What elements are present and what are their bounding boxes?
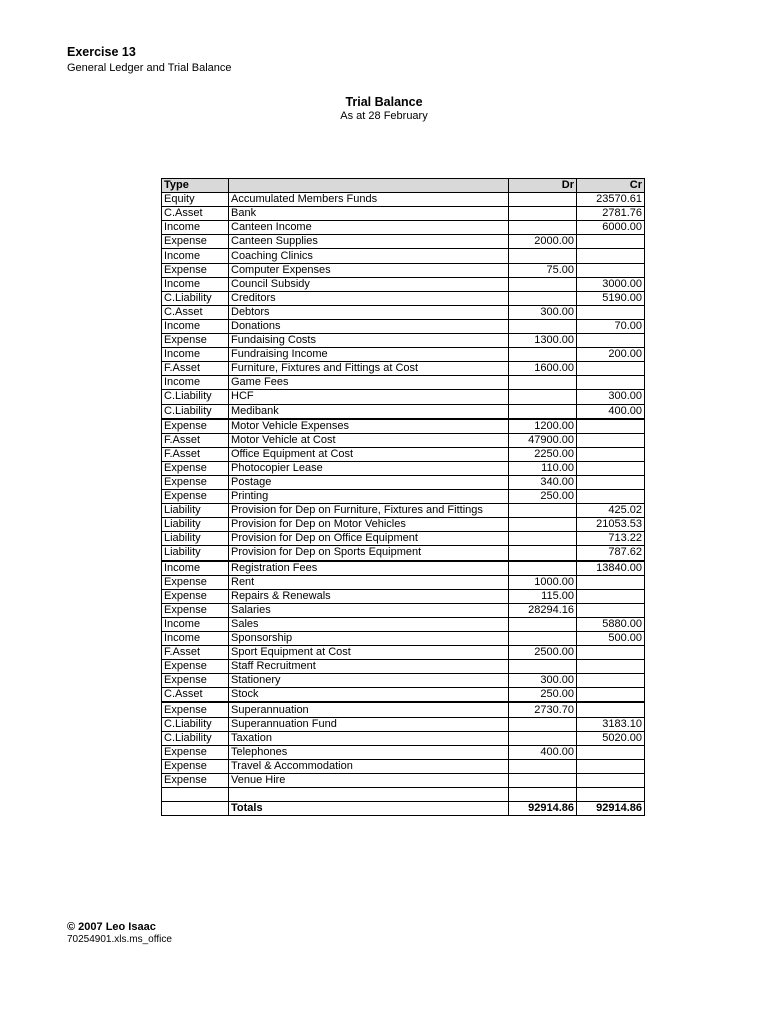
- cell-type: Liability: [162, 518, 229, 532]
- table-row: [162, 646, 645, 660]
- cell-account: Council Subsidy: [229, 277, 509, 291]
- cell-cr: [577, 235, 645, 249]
- table-row: [162, 291, 645, 305]
- cell-type: Liability: [162, 504, 229, 518]
- cell-cr: [577, 263, 645, 277]
- cell-type: C.Liability: [162, 390, 229, 404]
- cell-cr: [577, 646, 645, 660]
- cell-type: Expense: [162, 674, 229, 688]
- exercise-title: Exercise 13: [67, 45, 136, 59]
- cell-dr: [509, 207, 577, 221]
- cell-account: Stock: [229, 688, 509, 703]
- table-header-row: [162, 179, 645, 193]
- cell-type: Equity: [162, 193, 229, 207]
- cell-account: Furniture, Fixtures and Fittings at Cost: [229, 362, 509, 376]
- table-row: [162, 561, 645, 576]
- cell-account: Provision for Dep on Sports Equipment: [229, 546, 509, 561]
- cell-cr: [577, 376, 645, 390]
- table-row: [162, 632, 645, 646]
- cell-type: F.Asset: [162, 362, 229, 376]
- table-row: [162, 193, 645, 207]
- column-header-cr: Cr: [577, 179, 645, 193]
- cell-account: Salaries: [229, 603, 509, 617]
- cell-cr: [577, 674, 645, 688]
- cell-cr: [577, 447, 645, 461]
- cell-dr: [509, 348, 577, 362]
- table-row: [162, 674, 645, 688]
- table-row: [162, 518, 645, 532]
- cell-type: Expense: [162, 702, 229, 717]
- cell-type: Expense: [162, 603, 229, 617]
- cell-cr: 21053.53: [577, 518, 645, 532]
- cell-dr: 28294.16: [509, 603, 577, 617]
- cell-account: Canteen Income: [229, 221, 509, 235]
- cell-type: Income: [162, 221, 229, 235]
- cell-account: Repairs & Renewals: [229, 589, 509, 603]
- cell-type: Expense: [162, 419, 229, 434]
- table-row: [162, 221, 645, 235]
- cell-account: Venue Hire: [229, 773, 509, 787]
- cell-cr: 713.22: [577, 532, 645, 546]
- column-header-type: Type: [162, 179, 229, 193]
- cell-dr: [509, 221, 577, 235]
- cell-cr: 200.00: [577, 348, 645, 362]
- cell-cr: [577, 773, 645, 787]
- totals-cell-dr: 92914.86: [509, 802, 577, 816]
- cell-dr: 300.00: [509, 674, 577, 688]
- cell-dr: [509, 546, 577, 561]
- cell-cr: [577, 589, 645, 603]
- cell-cr: [577, 433, 645, 447]
- cell-type: Expense: [162, 589, 229, 603]
- table-row: [162, 603, 645, 617]
- table-row: [162, 532, 645, 546]
- table-row: [162, 433, 645, 447]
- cell-type: Expense: [162, 773, 229, 787]
- cell-cr: [577, 249, 645, 263]
- table-row: [162, 660, 645, 674]
- table-row: [162, 702, 645, 717]
- table-row: [162, 490, 645, 504]
- cell-cr: [577, 603, 645, 617]
- table-row: [162, 589, 645, 603]
- cell-cr: 13840.00: [577, 561, 645, 576]
- cell-dr: [509, 731, 577, 745]
- cell-cr: 500.00: [577, 632, 645, 646]
- totals-cell-type: [162, 802, 229, 816]
- cell-type: [162, 788, 229, 802]
- cell-cr: 300.00: [577, 390, 645, 404]
- cell-dr: 115.00: [509, 589, 577, 603]
- cell-dr: [509, 759, 577, 773]
- cell-account: Game Fees: [229, 376, 509, 390]
- cell-dr: [509, 277, 577, 291]
- cell-account: Registration Fees: [229, 561, 509, 576]
- table-row: [162, 575, 645, 589]
- cell-cr: [577, 702, 645, 717]
- table-row: [162, 773, 645, 787]
- table-row: [162, 404, 645, 419]
- cell-dr: [509, 390, 577, 404]
- exercise-subtitle: General Ledger and Trial Balance: [67, 62, 232, 74]
- table-row: [162, 334, 645, 348]
- cell-account: Sponsorship: [229, 632, 509, 646]
- cell-type: Expense: [162, 263, 229, 277]
- cell-cr: 425.02: [577, 504, 645, 518]
- table-row: [162, 759, 645, 773]
- cell-type: C.Asset: [162, 207, 229, 221]
- cell-dr: [509, 249, 577, 263]
- table-row: [162, 419, 645, 434]
- cell-cr: [577, 745, 645, 759]
- cell-account: Printing: [229, 490, 509, 504]
- cell-type: Expense: [162, 490, 229, 504]
- table-row: [162, 348, 645, 362]
- cell-dr: [509, 404, 577, 419]
- cell-dr: [509, 617, 577, 631]
- cell-cr: [577, 759, 645, 773]
- cell-cr: 6000.00: [577, 221, 645, 235]
- cell-dr: [509, 717, 577, 731]
- column-header-account: [229, 179, 509, 193]
- cell-dr: [509, 773, 577, 787]
- column-header-dr: Dr: [509, 179, 577, 193]
- cell-type: Liability: [162, 532, 229, 546]
- table-row: [162, 475, 645, 489]
- cell-dr: 1200.00: [509, 419, 577, 434]
- cell-cr: [577, 475, 645, 489]
- cell-dr: 75.00: [509, 263, 577, 277]
- table-row: [162, 731, 645, 745]
- cell-dr: [509, 291, 577, 305]
- cell-account: Provision for Dep on Office Equipment: [229, 532, 509, 546]
- cell-cr: 787.62: [577, 546, 645, 561]
- table-row: [162, 617, 645, 631]
- table-row: [162, 319, 645, 333]
- cell-dr: [509, 504, 577, 518]
- cell-dr: 300.00: [509, 305, 577, 319]
- cell-dr: 2730.70: [509, 702, 577, 717]
- cell-cr: [577, 334, 645, 348]
- cell-dr: 47900.00: [509, 433, 577, 447]
- table-row: [162, 249, 645, 263]
- cell-account: Travel & Accommodation: [229, 759, 509, 773]
- cell-account: Telephones: [229, 745, 509, 759]
- cell-type: F.Asset: [162, 433, 229, 447]
- cell-dr: [509, 376, 577, 390]
- cell-cr: [577, 362, 645, 376]
- cell-account: Superannuation Fund: [229, 717, 509, 731]
- cell-account: Donations: [229, 319, 509, 333]
- cell-dr: 400.00: [509, 745, 577, 759]
- report-date: As at 28 February: [340, 110, 428, 122]
- cell-type: Expense: [162, 461, 229, 475]
- table-row: [162, 504, 645, 518]
- table-row: [162, 688, 645, 703]
- cell-dr: [509, 532, 577, 546]
- cell-cr: 400.00: [577, 404, 645, 419]
- cell-type: Expense: [162, 575, 229, 589]
- cell-type: C.Liability: [162, 404, 229, 419]
- trial-balance-table: [161, 178, 645, 816]
- cell-account: Photocopier Lease: [229, 461, 509, 475]
- cell-dr: [509, 788, 577, 802]
- cell-type: C.Asset: [162, 688, 229, 703]
- table-row: [162, 207, 645, 221]
- cell-cr: 70.00: [577, 319, 645, 333]
- cell-account: Sales: [229, 617, 509, 631]
- cell-account: HCF: [229, 390, 509, 404]
- cell-type: Expense: [162, 334, 229, 348]
- cell-type: F.Asset: [162, 447, 229, 461]
- cell-dr: [509, 518, 577, 532]
- cell-account: Sport Equipment at Cost: [229, 646, 509, 660]
- table-body: [162, 193, 645, 816]
- cell-type: Expense: [162, 745, 229, 759]
- table-row: [162, 235, 645, 249]
- cell-type: Expense: [162, 475, 229, 489]
- cell-account: Staff Recruitment: [229, 660, 509, 674]
- cell-cr: 3183.10: [577, 717, 645, 731]
- table-row: [162, 461, 645, 475]
- cell-dr: [509, 561, 577, 576]
- cell-dr: 1600.00: [509, 362, 577, 376]
- table-row: [162, 376, 645, 390]
- cell-account: Office Equipment at Cost: [229, 447, 509, 461]
- cell-account: Stationery: [229, 674, 509, 688]
- cell-dr: 250.00: [509, 490, 577, 504]
- cell-account: Taxation: [229, 731, 509, 745]
- cell-type: Liability: [162, 546, 229, 561]
- cell-type: Income: [162, 348, 229, 362]
- cell-cr: [577, 788, 645, 802]
- cell-account: Creditors: [229, 291, 509, 305]
- cell-account: Accumulated Members Funds: [229, 193, 509, 207]
- cell-type: Income: [162, 277, 229, 291]
- cell-type: Income: [162, 617, 229, 631]
- cell-account: [229, 788, 509, 802]
- cell-dr: [509, 632, 577, 646]
- table-row: [162, 788, 645, 802]
- table-row: [162, 390, 645, 404]
- table-row: [162, 717, 645, 731]
- cell-account: Bank: [229, 207, 509, 221]
- table-row: [162, 447, 645, 461]
- table-row: [162, 277, 645, 291]
- cell-cr: 5190.00: [577, 291, 645, 305]
- totals-cell-account: Totals: [229, 802, 509, 816]
- table-row: [162, 745, 645, 759]
- cell-dr: 340.00: [509, 475, 577, 489]
- cell-dr: 250.00: [509, 688, 577, 703]
- cell-type: Income: [162, 561, 229, 576]
- cell-type: F.Asset: [162, 646, 229, 660]
- cell-dr: 2250.00: [509, 447, 577, 461]
- cell-cr: 3000.00: [577, 277, 645, 291]
- cell-account: Provision for Dep on Motor Vehicles: [229, 518, 509, 532]
- cell-account: Debtors: [229, 305, 509, 319]
- cell-account: Fundraising Income: [229, 348, 509, 362]
- table-row: [162, 263, 645, 277]
- cell-cr: [577, 575, 645, 589]
- copyright-text: © 2007 Leo Isaac: [67, 921, 156, 933]
- cell-account: Rent: [229, 575, 509, 589]
- table-row: [162, 546, 645, 561]
- cell-dr: [509, 660, 577, 674]
- cell-dr: [509, 319, 577, 333]
- table-row: [162, 362, 645, 376]
- cell-type: C.Liability: [162, 291, 229, 305]
- cell-dr: 1300.00: [509, 334, 577, 348]
- cell-dr: 2500.00: [509, 646, 577, 660]
- cell-account: Provision for Dep on Furniture, Fixtures and Fittings: [229, 504, 509, 518]
- cell-cr: [577, 490, 645, 504]
- cell-type: Income: [162, 249, 229, 263]
- cell-cr: [577, 461, 645, 475]
- cell-cr: 2781.76: [577, 207, 645, 221]
- cell-cr: 5020.00: [577, 731, 645, 745]
- cell-type: Expense: [162, 759, 229, 773]
- cell-cr: 5880.00: [577, 617, 645, 631]
- cell-cr: [577, 305, 645, 319]
- cell-account: Postage: [229, 475, 509, 489]
- cell-account: Computer Expenses: [229, 263, 509, 277]
- cell-cr: [577, 660, 645, 674]
- totals-cell-cr: 92914.86: [577, 802, 645, 816]
- cell-dr: 110.00: [509, 461, 577, 475]
- cell-dr: 1000.00: [509, 575, 577, 589]
- cell-account: Fundaising Costs: [229, 334, 509, 348]
- cell-type: C.Liability: [162, 717, 229, 731]
- cell-account: Canteen Supplies: [229, 235, 509, 249]
- cell-account: Motor Vehicle Expenses: [229, 419, 509, 434]
- cell-type: Expense: [162, 660, 229, 674]
- totals-row: [162, 802, 645, 816]
- cell-type: C.Liability: [162, 731, 229, 745]
- cell-type: Expense: [162, 235, 229, 249]
- cell-cr: [577, 688, 645, 703]
- cell-account: Superannuation: [229, 702, 509, 717]
- cell-dr: 2000.00: [509, 235, 577, 249]
- cell-dr: [509, 193, 577, 207]
- cell-type: C.Asset: [162, 305, 229, 319]
- report-title: Trial Balance: [345, 95, 423, 109]
- cell-account: Medibank: [229, 404, 509, 419]
- cell-type: Income: [162, 632, 229, 646]
- cell-cr: [577, 419, 645, 434]
- cell-account: Motor Vehicle at Cost: [229, 433, 509, 447]
- filename-text: 70254901.xls.ms_office: [67, 934, 172, 945]
- table-row: [162, 305, 645, 319]
- cell-type: Income: [162, 319, 229, 333]
- cell-cr: 23570.61: [577, 193, 645, 207]
- cell-account: Coaching Clinics: [229, 249, 509, 263]
- cell-type: Income: [162, 376, 229, 390]
